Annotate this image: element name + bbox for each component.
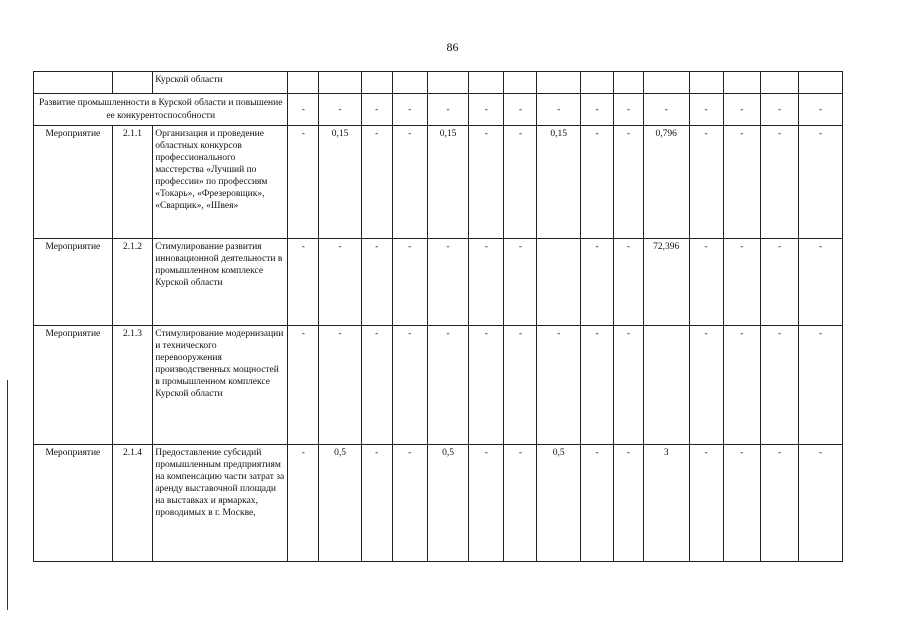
table-cell: - (361, 326, 392, 445)
table-cell: - (288, 445, 319, 562)
table-cell: - (469, 126, 504, 239)
table-cell: - (504, 326, 537, 445)
table-cell: - (799, 445, 843, 562)
table-cell (112, 72, 152, 94)
page-number: 86 (446, 40, 459, 54)
row-name: Стимулирование модернизации и технического перевооружения производственных мощностей в промышленном комплексе Курской области (153, 326, 288, 445)
table-cell: - (689, 326, 723, 445)
row-type: Мероприятие (34, 126, 113, 239)
table-row-subprogram (34, 94, 843, 126)
table-cell: - (614, 239, 644, 326)
row-name: Организация и проведение областных конкурсов профессионального масстерства «Лучший по профессии» по профессиям «Токарь», «Фрезеровщик», «Сварщик», «Швея» (153, 126, 288, 239)
table-cell: - (361, 239, 392, 326)
table-cell: - (643, 94, 689, 126)
table-cell: - (799, 326, 843, 445)
table-cell: - (392, 126, 427, 239)
table-cell: - (581, 239, 614, 326)
table-cell: - (319, 239, 362, 326)
table-cell: - (760, 239, 798, 326)
table-cell: - (581, 94, 614, 126)
row-name: Стимулирование развития инновационной деятельности в промышленном комплексе Курской области (153, 239, 288, 326)
table-cell: - (760, 126, 798, 239)
table-cell: - (614, 94, 644, 126)
table-cell: - (427, 326, 469, 445)
table-cell: - (392, 326, 427, 445)
table-cell: 0,796 (643, 126, 689, 239)
row-type: Мероприятие (34, 326, 113, 445)
table-cell: - (427, 239, 469, 326)
table-cell: - (537, 326, 581, 445)
table-cell (643, 326, 689, 445)
table-row (34, 445, 843, 562)
table-cell: - (361, 445, 392, 562)
table-cell: - (760, 326, 798, 445)
margin-line (7, 380, 8, 610)
table-cell: - (504, 239, 537, 326)
table-cell: 0,15 (537, 126, 581, 239)
table-cell: - (427, 94, 469, 126)
row-code: 2.1.2 (112, 239, 152, 326)
table-cell: 3 (643, 445, 689, 562)
table-cell: - (504, 94, 537, 126)
row-type: Мероприятие (34, 445, 113, 562)
table-cell: - (689, 445, 723, 562)
table-cell: 72,396 (643, 239, 689, 326)
table-cell: - (319, 326, 362, 445)
program-table (33, 71, 843, 562)
table-cell: - (469, 445, 504, 562)
table-cell: 0,5 (319, 445, 362, 562)
table-cell: - (760, 445, 798, 562)
table-cell: - (760, 94, 798, 126)
table-cell: - (288, 94, 319, 126)
table-cell: - (689, 239, 723, 326)
row-type: Мероприятие (34, 239, 113, 326)
table-cell: - (392, 94, 427, 126)
table-cell: - (469, 326, 504, 445)
table-cell: - (723, 326, 760, 445)
table-cell: - (288, 326, 319, 445)
table-cell: - (392, 445, 427, 562)
table-cell: - (799, 126, 843, 239)
table-cell: - (723, 239, 760, 326)
table-cell (34, 72, 113, 94)
table-cell: 0,15 (427, 126, 469, 239)
table-cell: - (504, 126, 537, 239)
table-cell: - (614, 326, 644, 445)
table-cell: - (361, 94, 392, 126)
table-cell: 0,5 (537, 445, 581, 562)
table-cell: - (689, 94, 723, 126)
table-cell: - (392, 239, 427, 326)
table-cell: - (469, 94, 504, 126)
row-code: 2.1.3 (112, 326, 152, 445)
table-cell: - (799, 239, 843, 326)
table-row (34, 239, 843, 326)
table-cell: - (361, 126, 392, 239)
table-cell: - (504, 445, 537, 562)
row-code: 2.1.1 (112, 126, 152, 239)
table-cell: - (723, 126, 760, 239)
table-cell: 0,5 (427, 445, 469, 562)
table-cell: - (288, 239, 319, 326)
table-row (34, 326, 843, 445)
table-cell: - (689, 126, 723, 239)
table-cell: - (469, 239, 504, 326)
table-cell: - (288, 126, 319, 239)
table-cell: - (319, 94, 362, 126)
table-cell: - (614, 445, 644, 562)
table-cell: - (537, 94, 581, 126)
table-cell (537, 239, 581, 326)
table-cell: - (581, 126, 614, 239)
table-cell: - (723, 445, 760, 562)
table-cell: - (723, 94, 760, 126)
table-row (34, 72, 843, 94)
table-cell: 0,15 (319, 126, 362, 239)
row-name: Предоставление субсидий промышленным предприятиям на компенсацию части затрат за аренду выставочной площади на выставках и ярмарках, проводимых в г. Москве, (153, 445, 288, 562)
table-cell: - (581, 445, 614, 562)
row-code: 2.1.4 (112, 445, 152, 562)
table-cell: - (614, 126, 644, 239)
table-cell: - (581, 326, 614, 445)
table-cell-name: Курской области (153, 72, 288, 94)
table-cell: - (799, 94, 843, 126)
subprogram-title: Развитие промышленности в Курской области и повышение ее конкурентоспособности (34, 94, 288, 126)
table-row (34, 126, 843, 239)
